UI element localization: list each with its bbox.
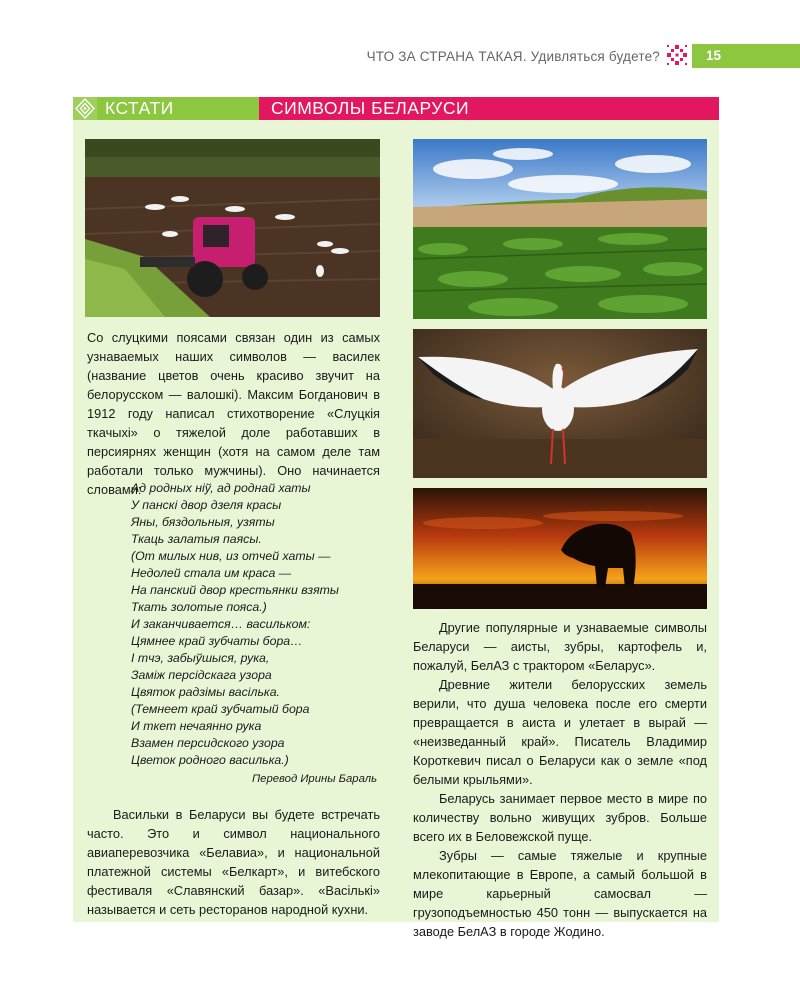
paragraph-bison-count: Беларусь занимает первое место в мире по количеству вольно живущих зубров. Больше всего их в Беловежской пуще.	[413, 791, 707, 844]
potato-field-photo	[413, 139, 707, 319]
poem-line: (От милых нив, из отчей хаты —	[131, 549, 331, 563]
paragraph-symbols: Другие популярные и узнаваемые символы Беларуси — аисты, зубры, картофель и, пожалуй, БелАЗ с трактором «Беларус».	[413, 620, 707, 673]
tractor-with-storks-photo	[85, 139, 380, 317]
bison-silhouette-at-sunset-photo	[413, 488, 707, 609]
section-label: КСТАТИ	[105, 98, 174, 118]
section-title: СИМВОЛЫ БЕЛАРУСИ	[271, 98, 470, 118]
outro-paragraph: Васильки в Беларуси вы будете встречать часто. Это и символ национального авиаперевозчика «Белавиа», и национальной платежной системы «Белкарт», и витебского фестиваля «Славянский базар». «Васількі» называется и сеть ресторанов народной кухни.	[87, 807, 380, 917]
translator-credit: Перевод Ирины Бараль	[252, 773, 378, 785]
poem-line: Ткать золотые пояса.)	[131, 600, 267, 614]
poem-line: На панский двор крестьянки взяты	[131, 583, 339, 597]
poem-line: Цвяток радзімы васілька.	[131, 685, 280, 699]
section-ornament-icon	[73, 97, 97, 120]
poem-line: И заканчивается… васильком:	[131, 617, 311, 631]
right-text-column	[413, 618, 707, 941]
poem-line: И ткет нечаянно рука	[131, 719, 262, 733]
poem-line: Взамен персидского узора	[131, 736, 285, 750]
stork-spreading-wings-photo	[413, 329, 707, 478]
poem-line: Цветок родного василька.)	[131, 753, 289, 767]
poem-line: Ад родных ніў, ад роднай хаты	[131, 481, 311, 495]
poem-line: І тчэ, забыўшыся, рука,	[131, 651, 270, 665]
poem-line: У панскі двор дзеля красы	[131, 498, 282, 512]
ornament-icon	[666, 44, 688, 66]
paragraph-storks: Древние жители белорусских земель верили, что душа человека после его смерти превращается в аиста и улетает в вырай — «неизведанный край». Писатель Владимир Короткевич писал о Беларуси как о земле «под белыми крыльями».	[413, 677, 707, 787]
page-number-tab	[692, 44, 800, 68]
poem-line: (Темнеет край зубчатый бора	[131, 702, 310, 716]
poem-line: Заміж персідскага узора	[131, 668, 272, 682]
poem-line: Ткаць залатыя паясы.	[131, 532, 262, 546]
running-title: ЧТО ЗА СТРАНА ТАКАЯ. Удивляться будете?	[366, 49, 660, 64]
section-header	[73, 97, 719, 120]
poem-line: Цямнее край зубчаты бора…	[131, 634, 303, 648]
poem	[131, 480, 391, 769]
page-number: 15	[706, 48, 722, 63]
paragraph-bison-belaz: Зубры — самые тяжелые и крупные млекопитающие в Европе, а самый большой в мире карьерный самосвал — грузоподъемностью 450 тонн — выпускается на заводе БелАЗ в городе Жодино.	[413, 848, 707, 939]
running-head	[0, 44, 800, 70]
poem-line: Недолей стала им краса —	[131, 566, 291, 580]
intro-paragraph: Со слуцкими поясами связан один из самых узнаваемых наших символов — василек (название цветов очень красиво звучит на белорусском — валошкі). Максим Богданович в 1912 году написал стихотворение «Слуцкія ткачыхі» о тяжелой доле работавших в персиярнях женщин (хотя на самом деле там работали только мужчины). Оно начинается словами:	[87, 330, 380, 497]
section-label-box	[97, 97, 259, 120]
poem-line: Яны, бяздольныя, узяты	[131, 515, 275, 529]
